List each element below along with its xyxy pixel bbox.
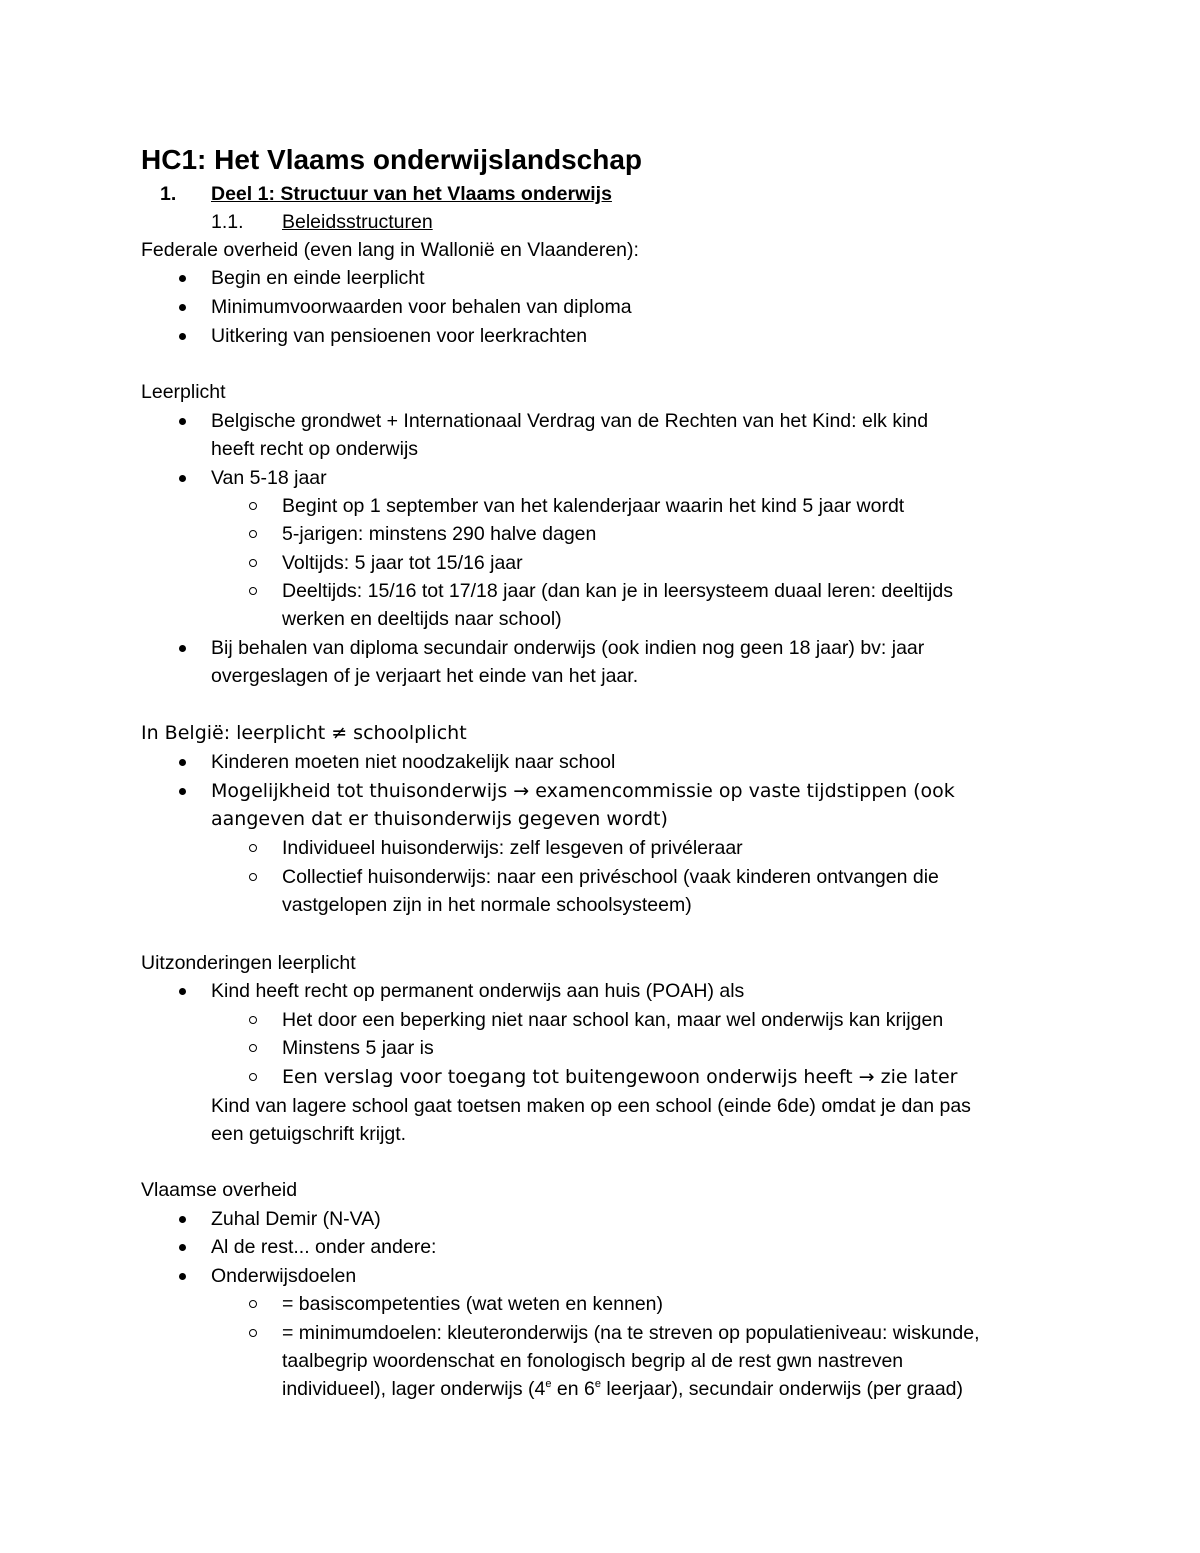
superscript: e [545,1378,552,1390]
bullet-icon [179,645,186,652]
text-run: individueel), lager onderwijs (4 [282,1378,546,1400]
sub-list-item: Deeltijds: 15/16 tot 17/18 jaar (dan kan je in leersysteem duaal leren: deeltijds [282,580,953,602]
list-item: Van 5-18 jaar [211,467,327,489]
section-heading-leerplicht: Leerplicht [141,381,226,403]
sub-list-item: Voltijds: 5 jaar tot 15/16 jaar [282,552,523,574]
sub-list-item: Het door een beperking niet naar school kan, maar wel onderwijs kan krijgen [282,1009,944,1031]
list-item-continued: overgeslagen of je verjaart het einde van het jaar. [211,665,639,687]
page-title: HC1: Het Vlaams onderwijslandschap [141,144,643,175]
list-item-continued: aangeven dat er thuisonderwijs gegeven wordt) [211,808,668,830]
list-item: Begin en einde leerplicht [211,267,425,289]
bullet-icon [179,1244,186,1251]
hollow-bullet-icon [249,1073,257,1081]
sub-list-item: Een verslag voor toegang tot buitengewoon onderwijs heeft → zie later [282,1066,958,1088]
list-item: Bij behalen van diploma secundair onderwijs (ook indien nog geen 18 jaar) bv: jaar [211,637,925,659]
list-item: Mogelijkheid tot thuisonderwijs → examencommissie op vaste tijdstippen (ook [211,780,955,802]
superscript: e [594,1378,602,1390]
bullet-icon [179,475,186,482]
sub-list-item: Collectief huisonderwijs: naar een privéschool (vaak kinderen ontvangen die [282,866,939,888]
sub-list-item-continued: werken en deeltijds naar school) [282,608,562,630]
sub-list-item: = basiscompetenties (wat weten en kennen) [282,1293,664,1315]
note-text-continued: een getuigschrift krijgt. [211,1123,407,1145]
bullet-icon [179,759,186,766]
sub-list-item: Begint op 1 september van het kalenderjaar waarin het kind 5 jaar wordt [282,495,905,517]
heading-1-text: Deel 1: Structuur van het Vlaams onderwijs [211,183,612,205]
list-item: Minimumvoorwaarden voor behalen van diploma [211,296,632,318]
section-heading-federale: Federale overheid (even lang in Wallonië en Vlaanderen): [141,239,639,261]
hollow-bullet-icon [249,559,257,567]
sub-list-item: Individueel huisonderwijs: zelf lesgeven of privéleraar [282,837,743,859]
hollow-bullet-icon [249,844,257,852]
sub-list-item: = minimumdoelen: kleuteronderwijs (na te streven op populatieniveau: wiskunde, [282,1322,980,1344]
hollow-bullet-icon [249,1044,257,1052]
bullet-icon [179,418,186,425]
hollow-bullet-icon [249,1329,257,1337]
list-item: Onderwijsdoelen [211,1265,357,1287]
list-item: Belgische grondwet + Internationaal Verdrag van de Rechten van het Kind: elk kind [211,410,929,432]
bullet-icon [179,275,186,282]
hollow-bullet-icon [249,530,257,538]
hollow-bullet-icon [249,1300,257,1308]
bullet-icon [179,988,186,995]
hollow-bullet-icon [249,587,257,595]
hollow-bullet-icon [249,1016,257,1024]
list-item: Kinderen moeten niet noodzakelijk naar school [211,751,616,773]
heading-2-number: 1.1. [211,211,244,233]
list-item: Al de rest... onder andere: [211,1236,437,1258]
list-item: Zuhal Demir (N-VA) [211,1208,381,1230]
bullet-icon [179,333,186,340]
section-heading-belgie: In België: leerplicht ≠ schoolplicht [141,722,467,744]
sub-list-item: Minstens 5 jaar is [282,1037,434,1059]
list-item-continued: heeft recht op onderwijs [211,438,419,460]
bullet-icon [179,1273,186,1280]
text-run: en 6 [551,1378,595,1400]
list-item: Uitkering van pensioenen voor leerkrachten [211,325,588,347]
note-text: Kind van lagere school gaat toetsen maken op een school (einde 6de) omdat je dan pas [211,1095,971,1117]
sub-list-item-continued: vastgelopen zijn in het normale schoolsysteem) [282,894,692,916]
hollow-bullet-icon [249,873,257,881]
bullet-icon [179,788,186,795]
sub-list-item-continued [282,1375,963,1403]
heading-1-number: 1. [160,183,177,205]
bullet-icon [179,1216,186,1223]
text-run: leerjaar), secundair onderwijs (per graad) [601,1378,964,1400]
list-item: Kind heeft recht op permanent onderwijs aan huis (POAH) als [211,980,745,1002]
sub-list-item-continued: taalbegrip woordenschat en fonologisch begrip al de rest gwn nastreven [282,1350,904,1372]
sub-list-item: 5-jarigen: minstens 290 halve dagen [282,523,597,545]
heading-2-text: Beleidsstructuren [282,211,433,233]
section-heading-vlaamse: Vlaamse overheid [141,1179,298,1201]
section-heading-uitzonderingen: Uitzonderingen leerplicht [141,952,356,974]
bullet-icon [179,304,186,311]
hollow-bullet-icon [249,502,257,510]
